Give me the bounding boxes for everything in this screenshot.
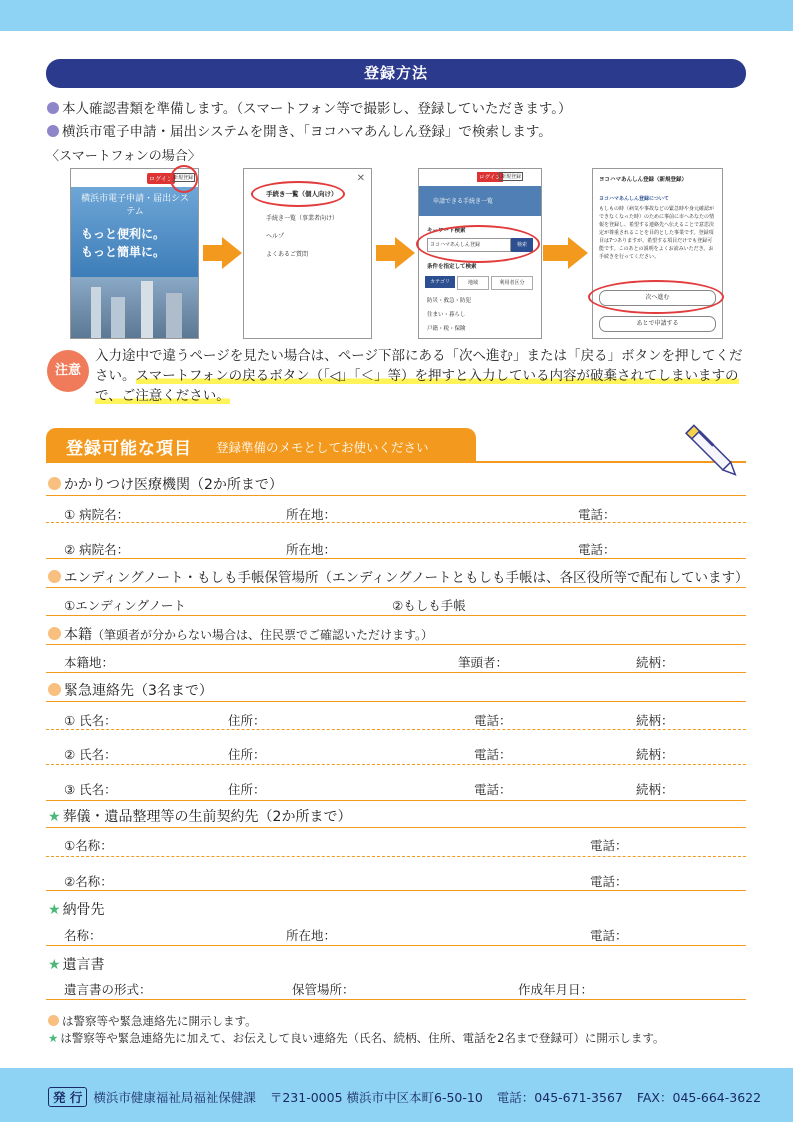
funeral-1-phone-label: 電話： [590, 838, 628, 853]
will-date-label: 作成年月日： [518, 982, 594, 997]
honseki-place-label: 本籍地： [64, 655, 115, 670]
arrow-right-icon [395, 237, 415, 269]
will-title: ★ 遺言書 [48, 957, 105, 973]
step-1: 本人確認書類を準備します。（スマートフォン等で撮影し、登録していただきます。） [47, 97, 572, 117]
caution-text: 入力途中で違うページを見たい場合は、ページ下部にある「次へ進む」または「戻る」ボタンを押してください。スマートフォンの戻るボタン（「◁」「＜」等）を押すと入力している内容が破棄されてしまいますので、ご注意ください。 [95, 348, 743, 404]
arrow-1-stem [203, 245, 223, 261]
arrow-3-stem [543, 245, 569, 261]
funeral-contract-title: ★ 葬儀・遺品整理等の生前契約先（2か所まで） [48, 809, 352, 825]
star-icon: ★ [48, 957, 61, 973]
bullet-icon [47, 125, 59, 137]
divider-dotted [46, 856, 746, 857]
moshimo-notebook-label: ②もしも手帳 [392, 598, 466, 613]
arrow-2-stem [376, 245, 396, 261]
menu-highlight-circle [170, 165, 198, 193]
contact-1-address-label: 住所： [228, 713, 266, 728]
clinic-1-phone-label: 電話： [578, 507, 616, 522]
smartphone-label: 〈スマートフォンの場合〉 [46, 149, 201, 164]
contact-2-name-label: ② 氏名： [64, 747, 117, 762]
ossuary-address-label: 所在地： [286, 928, 337, 943]
top-band [0, 0, 793, 31]
contact-1-phone-label: 電話： [474, 713, 512, 728]
relationship-label: 続柄： [636, 655, 674, 670]
divider [46, 827, 746, 828]
divider-dotted [46, 729, 746, 730]
ossuary-name-label: 名称： [64, 928, 102, 943]
contact-3-relationship-label: 続柄： [636, 782, 674, 797]
divider [46, 945, 746, 946]
disclosure-note-2: ★ は警察等や緊急連絡先に加えて、お伝えして良い連絡先（氏名、続柄、住所、電話を2名まで登録可）に開示します。 [48, 1031, 665, 1045]
clinic-2-phone-label: 電話： [578, 542, 616, 557]
ossuary-title: ★ 納骨先 [48, 902, 105, 918]
divider [46, 999, 746, 1000]
contact-3-phone-label: 電話： [474, 782, 512, 797]
section-underline [46, 461, 746, 463]
bullet-icon [47, 102, 59, 114]
will-format-label: 遺言書の形式： [64, 982, 152, 997]
star-icon: ★ [48, 1031, 59, 1045]
clinic-2-name-label: ② 病院名： [64, 542, 130, 557]
arrow-right-icon [222, 237, 242, 269]
funeral-1-name-label: ①名称： [64, 838, 113, 853]
divider [46, 644, 746, 645]
contact-3-name-label: ③ 氏名： [64, 782, 117, 797]
ossuary-phone-label: 電話： [590, 928, 628, 943]
contact-2-relationship-label: 続柄： [636, 747, 674, 762]
clinic-2-address-label: 所在地： [286, 542, 337, 557]
funeral-2-name-label: ②名称： [64, 874, 113, 889]
household-head-label: 筆頭者： [458, 655, 509, 670]
registrable-items-header: 登録可能な項目 登録準備のメモとしてお使いください [46, 428, 476, 462]
orange-dot-icon [48, 1015, 59, 1026]
orange-dot-icon [48, 683, 61, 696]
step-2: 横浜市電子申請・届出システムを開き、「ヨコハマあんしん登録」で検索します。 [47, 120, 552, 140]
clinic-1-name-label: ① 病院名： [64, 507, 130, 522]
ending-note-title: エンディングノート・もしも手帳保管場所（エンディングノートともしも手帳は、各区役所等で配布しています） [48, 566, 748, 586]
will-storage-label: 保管場所： [292, 982, 355, 997]
contact-2-address-label: 住所： [228, 747, 266, 762]
divider [46, 890, 746, 891]
contact-1-name-label: ① 氏名： [64, 713, 117, 728]
divider [46, 615, 746, 616]
orange-dot-icon [48, 570, 61, 583]
ending-note-label: ①エンディングノート [64, 598, 186, 613]
section-banner-registration-method: 登録方法 [46, 59, 746, 88]
next-button-highlight [588, 280, 724, 314]
menu-item-highlight [251, 181, 345, 207]
emergency-contact-title: 緊急連絡先（3名まで） [48, 680, 213, 700]
star-icon: ★ [48, 902, 61, 918]
publisher-label: 発 行 [48, 1087, 87, 1107]
pen-icon [678, 418, 748, 488]
caution-badge: 注意 [47, 350, 89, 392]
divider [46, 587, 746, 588]
disclosure-note-1: は警察等や緊急連絡先に開示します。 [48, 1013, 257, 1029]
search-highlight [416, 225, 540, 263]
orange-dot-icon [48, 627, 61, 640]
contact-3-address-label: 住所： [228, 782, 266, 797]
divider [46, 495, 746, 496]
publisher-info: 発 行 横浜市健康福祉局福祉保健課 〒231-0005 横浜市中区本町6-50-10 電話：045-671-3567 FAX：045-664-3622 [48, 1087, 761, 1107]
divider [46, 800, 746, 801]
divider [46, 558, 746, 559]
funeral-2-phone-label: 電話： [590, 874, 628, 889]
arrow-right-icon [568, 237, 588, 269]
clinic-1-address-label: 所在地： [286, 507, 337, 522]
honseki-title: 本籍（筆頭者が分からない場合は、住民票でご確認いただけます。） [48, 624, 433, 644]
divider-dotted [46, 522, 746, 523]
divider [46, 672, 746, 673]
screen-2-menu: ✕ 手続き一覧（個人向け） 手続き一覧（事業者向け） ヘルプ よくあるご質問 [243, 168, 372, 339]
close-icon: ✕ [356, 173, 365, 184]
contact-1-relationship-label: 続柄： [636, 713, 674, 728]
screen-3-search: ログイン 新規登録 申請できる手続き一覧 キーワード検索 ヨコハマあんしん登録 検索 条件を指定して検索 カテゴリ 地域 利用者区分 防災・救急・防犯 住まい・暮らし 戸籍・税・保険 [418, 168, 542, 339]
divider-dotted [46, 764, 746, 765]
divider [46, 701, 746, 702]
orange-dot-icon [48, 477, 61, 490]
star-icon: ★ [48, 809, 61, 825]
clinic-title: かかりつけ医療機関（2か所まで） [48, 474, 283, 494]
contact-2-phone-label: 電話： [474, 747, 512, 762]
screen-1-top-page: ログイン 新規登録 横浜市電子申請・届出システム もっと便利に。 もっと簡単に。 [70, 168, 199, 339]
screen-4-registration: ヨコハマあんしん登録（新規登録） ヨコハマあんしん登録について もしもの時（病気や事故などの緊急時や身元確認ができなくなった時）のために事前に市へあなたの情報を登録し、希望する連絡先へ伝えることで意思決定が尊重されることを目的とした事業です。登録項目は7つありますが、希望する項目だけでも登録可能です。このあとの説明をよくお読みいただき、お手続きを行ってください。 次へ進む あとで申請する [592, 168, 723, 339]
